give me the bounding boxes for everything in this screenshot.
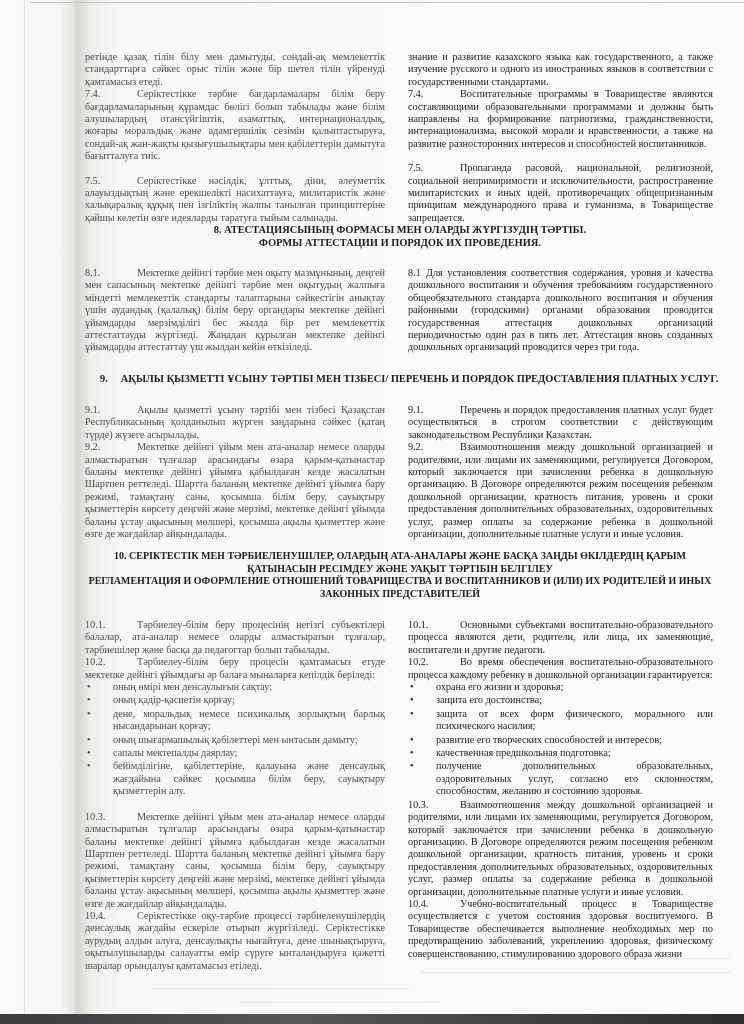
section-10-ru	[408, 620, 713, 961]
para-number: 10.2.	[85, 657, 106, 669]
para-number: 10.2.	[408, 657, 429, 669]
para-text: Серіктестікке нәсілдік, ұлттық, діни, әлеуметтік алауыздықтың және ерекшелікті насихаттауға, милитаристік және халықаралық құқық пен ізгіліктің жалпы танылған принциптеріне қайшы келетін өзге идеяларды таратуға тыйым салынады.	[85, 175, 385, 224]
bullet-icon: •	[87, 708, 91, 720]
para-text: Основными субъектами воспитательно-образовательного процесса являются дети, родители, или лица, их заменяющие, воспитатели и другие педагоги.	[408, 620, 713, 656]
bullet-icon: •	[410, 734, 414, 746]
para-text: Пропаганда расовой, национальной, религиозной, социальной непримиримости и исключительности, распространение милитаристских и иных идей, противоречащих общепризнанным принципам международного права и гуманизма, в Товариществе запрещается.	[408, 163, 713, 224]
para-number: 9.2.	[85, 442, 101, 454]
section-10-kz	[85, 620, 385, 973]
sec10-ru-para-10-4	[408, 899, 713, 961]
sec10-kz-para-10-4	[85, 911, 385, 973]
sec10-kz-para-10-1	[85, 620, 385, 657]
section-8-heading	[85, 225, 715, 250]
sec7-kz-para-7-4	[85, 89, 385, 163]
para-number: 10.1.	[85, 620, 106, 631]
section-10-heading-kz-line-2: ҚАТЫНАСЫН РЕСІМДЕУ ЖӘНЕ УАҚЫТ ТӘРТІБІН БЕЛГІЛЕУ	[247, 563, 553, 575]
section-10-heading-kz-line-1: 10. СЕРІКТЕСТІК МЕН ТӘРБИЕЛЕНУШІЛЕР, ОЛАРДЫҢ АТА-АНАЛАРЫ ЖӘНЕ БАСҚА ЗАҢДЫ ӨКІЛДЕРДІҢ ҚАРЫМ	[114, 551, 686, 562]
sec7-kz-intro: ретінде қазақ тілін білу мен дамытуды, сондай-ақ мемлекеттік стандарттарға сәйкес орыс тілін және бір шетел тілін үйренуді қамтамасыз етеді.	[85, 52, 385, 88]
bleed-through-line	[240, 1002, 440, 1003]
section-8-kz	[85, 268, 385, 355]
para-number: 7.4.	[408, 89, 424, 101]
section-7-ru	[408, 52, 713, 225]
sec9-kz-para-9-2	[85, 442, 385, 541]
bullet-icon: •	[87, 748, 91, 760]
para-text: Воспитательные программы в Товариществе являются составляющими образовательными программами и должны быть направлены на формирование патриотизма, гражданственности, интернационализма, высокой морали и нравственности, а также на развитие разносторонних интересов и способностей воспитанников.	[408, 89, 713, 150]
sec9-ru-para-9-1	[408, 405, 713, 442]
list-item: • развитие его творческих способностей и интересов;	[410, 734, 662, 746]
para-number: 9.1.	[408, 405, 424, 416]
para-text: Мектепке дейінгі ұйым мен ата-аналар немесе оларды алмастыратын тұлғалар арасындағы өзара қарым-қатынастар баланы мектепке дейінгі ұйымға қабылдаған кезде жасалатын Шартпен реттеледі. Шартта баланың мектепке дейінгі ұйымға бару режимі, тамақтану саны, қосымша білім беру, сауықтыру қызметтерін көрсету деңгейі және мерзімі, мектепке дейінгі ұйымда баланы ұстау ақысының мөлшері, қосымша ақылы қызметтер және өзге де жағдайлар айқындалады.	[85, 811, 385, 910]
para-text: Перечень и порядок предоставления платных услуг будет осуществляться в строгом соответствии с действующим законодательством Республики Казахстан.	[408, 405, 713, 441]
bullet-icon: •	[410, 761, 414, 773]
bleed-through-line	[150, 988, 410, 989]
list-item: • защита его достоинства;	[410, 695, 542, 707]
section-10-heading-ru-line-2: ЗАКОННЫХ ПРЕДСТАВИТЕЛЕЙ	[320, 588, 480, 600]
para-number: 7.5.	[85, 175, 101, 187]
bullet-icon: •	[410, 695, 414, 707]
para-number: 10.3.	[85, 811, 106, 823]
list-item: • защита от всех форм физического, морального или психического насилия;	[410, 708, 713, 733]
para-number: 8.1	[408, 268, 421, 279]
para-text: Серіктестікке тәрбие бағдарламалары білім беру бағдарламаларының құрамдас бөлігі болып табылады және білім алушылардың отансүйгіштік, азаматтық, интернационалдық, жоғары моральдық және адамгершілік сезімін қалыптастыруға, сондай-ақ жан-жақты қызығушылықтары мен қабілеттерін дамытуға бағытталуға тиіс.	[85, 89, 385, 163]
list-item: • оның шығармашылық қабілеттері мен ынтасын дамыту;	[87, 734, 358, 746]
sec7-kz-para-7-5	[85, 176, 385, 226]
page-left-edge	[24, 0, 25, 1016]
sec10-kz-guarantees-list	[85, 682, 385, 799]
para-text: Учебно-воспитательный процесс в Товариществе осуществляется с учетом состояния здоровья воспитуемого. В Товариществе обеспечивается выполнение необходимых мер по предотвращению заболеваний, укреплению здоровья, физическому совершенствованию, стимулированию здорового образа жизни	[408, 898, 713, 960]
para-text: Ақылы қызметті ұсыну тәртібі мен тізбесі Қазақстан Республикасының қолданылып жүрген заңдарына сәйкес (қатаң түрде) жүзеге асырылады.	[85, 405, 385, 441]
para-text: Взаимоотношения между дошкольной организацией и родителями, или лицами их заменяющими, регулируется Договором, который заключается при зачислении ребенка в дошкольную организацию. В Договоре определяются режим посещения ребенком дошкольной организации, кратность питания, уровень и сроки предоставления дополнительных образовательных, оздоровительных услуг, размер оплаты за содержание ребенка в дошкольной организации, дополнительные платные услуги и иные условия.	[408, 442, 713, 541]
sec10-ru-para-10-2	[408, 657, 713, 682]
para-text: Мектепке дейінгі ұйым мен ата-аналар немесе оларды алмастыратын тұлғалар арасындағы өзара қарым-қатынастар баланы мектепке дейінгі ұйымға қабылдаған кезде жасалатын Шартпен реттеледі. Шартта баланың мектепке дейінгі ұйымға бару режимі, тамақтану саны, қосымша білім беру, сауықтыру қызметтерін көрсету деңгейі және мерзімі, мектепке дейінгі ұйымда баланы ұстау ақысының мөлшері, қосымша ақылы қызметтер және өзге де жағдайлар айқындалады.	[85, 442, 385, 541]
bullet-icon: •	[410, 708, 414, 720]
bullet-icon: •	[87, 734, 91, 746]
bullet-icon: •	[410, 682, 414, 694]
list-item: • охрана его жизни и здоровья;	[410, 682, 564, 694]
section-8-ru	[408, 268, 713, 355]
para-number: 10.3.	[408, 799, 429, 811]
bullet-icon: •	[87, 761, 91, 773]
para-number: 9.1.	[85, 405, 101, 416]
sec9-kz-para-9-1	[85, 405, 385, 442]
para-number: 7.5.	[408, 163, 424, 175]
para-text: Серіктестікке оқу-тәрбие процессі тәрбиеленушілердің денсаулық жағдайы ескеріле отырып жүргізіледі. Серіктестікке аурудың алдын алуға, денсаулықты нығайтуға, дене шынықтыруға, оқытылушыларды салауатты өмір сүруге ынталандыруға қажетті шаралар орындалуы қамтамасыз етіледі.	[85, 910, 385, 972]
scanner-bottom-edge	[0, 1014, 744, 1024]
sec10-kz-para-10-2	[85, 657, 385, 682]
para-text: Во время обеспечения воспитательно-образовательного процесса каждому ребенку в дошкольной организации гарантируется:	[408, 657, 713, 681]
para-number: 9.2.	[408, 442, 424, 454]
bullet-icon: •	[87, 682, 91, 694]
para-number: 10.4.	[85, 910, 106, 922]
list-item: • бейімділігіне, қабілеттеріне, қалауына және денсаулық жағдайына сәйкес қосымша білім беру, сауықтыру қызметтерін алу.	[87, 761, 385, 798]
sec10-ru-guarantees-list	[408, 682, 713, 799]
list-item: • дене, моральдық немесе психикалық зорлықтың барлық нысандарынан қорғау;	[87, 708, 385, 733]
section-9-ru	[408, 405, 713, 541]
section-10-heading	[85, 551, 715, 601]
list-item: • сапалы мектепалды даярлау;	[87, 748, 238, 760]
list-item: • оның қадір-қасиетін қорғау;	[87, 695, 235, 707]
para-number: 10.4.	[408, 898, 429, 910]
section-8-heading-kz: 8. АТЕСТАЦИЯСЫНЫҢ ФОРМАСЫ МЕН ОЛАРДЫ ЖҮРГІЗУДІҢ ТӘРТІБІ.	[213, 225, 587, 236]
list-item: • получение дополнительных образовательных, оздоровительных услуг, согласно его склонностям, способностям, желанию и состоянию здоровья.	[410, 761, 713, 798]
sec10-kz-para-10-3	[85, 812, 385, 911]
sec9-ru-para-9-2	[408, 442, 713, 541]
para-text: Для установления соответствия содержания, уровня и качества дошкольного воспитания и обучения требованиям государственного общеобязательного стандарта дошкольного воспитания и обучения районными (городскими) органами образования проводится государственная аттестация дошкольных организаций периодичностью один раз в пять лет. Аттестация вновь созданных дошкольных организаций проводится через три года.	[408, 268, 713, 354]
sec7-ru-para-7-5	[408, 163, 713, 225]
sec10-ru-para-10-1	[408, 620, 713, 657]
sec7-ru-para-7-4	[408, 89, 713, 151]
sec10-ru-para-10-3	[408, 800, 713, 899]
page-top-edge	[30, 2, 744, 3]
para-number: 10.1.	[408, 620, 429, 631]
sec7-ru-intro: знание и развитие казахского языка как государственного, а также изучение русского и одного из иностранных языков в соответствии с государственными стандартами.	[408, 52, 713, 88]
bullet-icon: •	[87, 695, 91, 707]
list-item: • качественная предшкольная подготовка;	[410, 748, 611, 760]
bullet-icon: •	[410, 748, 414, 760]
para-number: 8.1.	[85, 268, 101, 279]
section-9-kz	[85, 405, 385, 541]
section-10-heading-ru-line-1: РЕГЛАМЕНТАЦИЯ И ОФОРМЛЕНИЕ ОТНОШЕНИЙ ТОВАРИЩЕСТВА И ВОСПИТАННИКОВ И (ИЛИ) ИХ РОДИТЕЛЕЙ И ИНЫХ	[88, 576, 712, 588]
para-text: Взаимоотношения между дошкольной организацией и родителями, или лицами их заменяющими, регулируется Договором, который заключается при зачислении ребенка в дошкольную организацию. В Договоре определяются режим посещения ребенком дошкольной организации, кратность питания, уровень и сроки предоставления дополнительных образовательных, оздоровительных услуг, размер оплаты за содержание ребенка в дошкольной организации, дополнительные платные услуги и иные условия.	[408, 799, 713, 898]
bleed-through-line	[420, 972, 730, 973]
section-7-kz	[85, 52, 385, 225]
para-number: 7.4.	[85, 89, 101, 101]
sec8-kz-para-8-1	[85, 268, 385, 355]
para-text: Тәрбиелеу-білім беру процесінің негізгі субъектілері балалар, ата-аналар немесе оларды алмастыратын тұлғалар, тәрбиешілер және басқа да педагогтар болып табылады.	[85, 620, 385, 656]
para-text: Мектепке дейінгі тәрбие мен оқыту мазмұнының, деңгей мен сапасының мектепке дейінгі тәрбие мен оқытудың жалпыға міндетті мемлекеттік стандарты талаптарына сәйкестігін анықтау үшін аудандық (қалалық) білім беру органдары мектепке дейінгі ұйымдарды мерзімділігі бес жылда бір рет мемлекеттік аттестаттауды жүргізеді. Жаңадан құрылған мектепке дейінгі ұйымдарды аттестаттау үш жылдан кейін өткізіледі.	[85, 268, 385, 354]
section-9-heading: 9. АҚЫЛЫ ҚЫЗМЕТТІ ҰСЫНУ ТӘРТІБІ МЕН ТІЗБЕСІ/ ПЕРЕЧЕНЬ И ПОРЯДОК ПРЕДОСТАВЛЕНИЯ ПЛАТНЫХ УСЛУГ.	[100, 374, 719, 385]
list-item: • оның өмірі мен денсаулығын сақтау;	[87, 682, 273, 694]
sec8-ru-para-8-1	[408, 268, 713, 355]
para-text: Тәрбиелеу-білім беру процесін қамтамасыз етуде мектепке дейінгі ұйымдағы әр балаға мыналарға кепілдік беріледі:	[85, 657, 385, 681]
section-8-heading-ru: ФОРМЫ АТТЕСТАЦИИ И ПОРЯДОК ИХ ПРОВЕДЕНИЯ.	[259, 237, 541, 249]
